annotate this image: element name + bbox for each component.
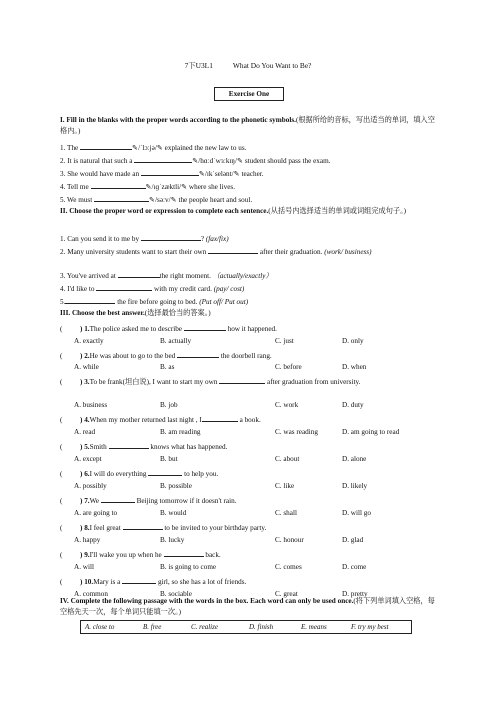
option-a[interactable]: A. happy — [74, 536, 101, 544]
page-header — [0, 60, 496, 71]
mc-question-9: ( ) 9.I'll wake you up when he back. — [60, 548, 440, 561]
option-b[interactable]: B. as — [160, 363, 175, 371]
phonetic-icon: ✎ — [132, 144, 139, 152]
answer-blank[interactable] — [122, 575, 156, 584]
phonetic-icon: ✎ — [233, 170, 240, 178]
answer-blank[interactable] — [148, 467, 182, 476]
s2-item-1: 1. Can you send it to me by ? (fax/fix) — [60, 232, 440, 245]
option-d[interactable]: D. when — [342, 363, 367, 371]
option-d[interactable]: D. glad — [342, 536, 364, 544]
option-c[interactable]: C. comes — [275, 563, 302, 571]
s1-item-2: 2. It is natural that such a ✎/hɑːdˈwɜːkɪŋ/✎ student should pass the exam. — [60, 154, 440, 167]
option-a[interactable]: A. possibly — [74, 482, 107, 490]
phonetic-icon: ✎ — [198, 170, 205, 178]
option-c[interactable]: C. was reading — [275, 428, 318, 436]
mc-question-5: ( ) 5.Smith knows what has happened. — [60, 440, 440, 453]
answer-blank[interactable] — [219, 375, 265, 384]
option-b[interactable]: B. but — [160, 455, 178, 463]
mc-question-10: ( ) 10.Mary is a girl, so she has a lot of friends. — [60, 575, 440, 588]
lesson-title: What Do You Want to Be? — [232, 61, 312, 70]
s1-item-5: 5. We must ✎/səːv/✎ the people heart and soul. — [60, 193, 440, 206]
unit-label: 7下U3L1 — [184, 61, 213, 70]
option-b[interactable]: B. would — [160, 509, 187, 517]
option-b[interactable]: B. is going to come — [160, 563, 217, 571]
s1-item-3: 3. She would have made an ✎/ɪkˈselənt/✎ teacher. — [60, 167, 440, 180]
option-d[interactable]: D. come — [342, 563, 367, 571]
option-a[interactable]: A. read — [74, 428, 96, 436]
answer-blank[interactable] — [202, 413, 238, 422]
s2-item-4: 4. I'd like to with my credit card. (pay/ cost) — [60, 282, 440, 295]
answer-blank[interactable] — [65, 295, 115, 304]
answer-blank[interactable] — [96, 282, 152, 291]
mc-question-3: ( ) 3.To be frank(坦白说), I want to start my own after graduation from university. — [60, 375, 440, 388]
answer-blank[interactable] — [134, 154, 192, 163]
exercise-label-box: Exercise One — [214, 87, 284, 101]
option-a[interactable]: A. exactly — [74, 337, 104, 345]
s2-item-3: 3. You've arrived at the right moment. （actually/exactly） — [60, 269, 440, 282]
answer-blank[interactable] — [80, 141, 132, 150]
option-c[interactable]: C. like — [275, 482, 295, 490]
word-option: C. realize — [191, 623, 218, 631]
phonetic-icon: ✎ — [149, 196, 156, 204]
mc-question-6: ( ) 6.I will do everything to help you. — [60, 467, 440, 480]
answer-blank[interactable] — [164, 548, 204, 557]
s2-item-5: 5. the fire before going to bed. (Put off/ Put out) — [60, 295, 440, 308]
section3-heading: III. Choose the best answer.(选择最恰当的答案。) — [60, 309, 211, 317]
option-d[interactable]: D. pretty — [342, 590, 368, 598]
s1-item-4: 4. Tell me ✎/ɪɡˈzæktli/✎ where she lives. — [60, 180, 440, 193]
option-d[interactable]: D. alone — [342, 455, 367, 463]
answer-blank[interactable] — [123, 521, 163, 530]
answer-blank[interactable] — [101, 494, 135, 503]
word-option: F. try my best — [351, 623, 389, 631]
answer-blank[interactable] — [91, 180, 146, 189]
mc-question-2: ( ) 2.He was about to go to the bed the doorbell rang. — [60, 349, 440, 362]
answer-blank[interactable] — [118, 269, 160, 278]
answer-blank[interactable] — [177, 349, 219, 358]
phonetic-icon: ✎ — [156, 144, 163, 152]
word-option: D. finish — [249, 623, 274, 631]
word-option: E. means — [301, 623, 327, 631]
answer-blank[interactable] — [109, 440, 149, 449]
answer-blank[interactable] — [141, 232, 201, 241]
phonetic-icon: ✎ — [181, 183, 188, 191]
option-c[interactable]: C. about — [275, 455, 300, 463]
option-a[interactable]: A. business — [74, 401, 108, 409]
answer-blank[interactable] — [184, 322, 226, 331]
s1-item-1: 1. The ✎/ˈlɔːjə/✎ explained the new law to us. — [60, 141, 440, 154]
option-a[interactable]: A. common — [74, 590, 108, 598]
option-c[interactable]: C. work — [275, 401, 299, 409]
option-d[interactable]: D. likely — [342, 482, 368, 490]
mc-question-7: ( ) 7.We Beijing tomorrow if it doesn't rain. — [60, 494, 440, 507]
option-c[interactable]: C. just — [275, 337, 294, 345]
phonetic-icon: ✎ — [145, 183, 152, 191]
option-b[interactable]: B. possible — [160, 482, 192, 490]
option-a[interactable]: A. will — [74, 563, 94, 571]
section2-heading: II. Choose the proper word or expression to complete each sentence.(从括号内选择适当的单词或词组完成句子。) — [60, 207, 407, 215]
option-b[interactable]: B. job — [160, 401, 178, 409]
answer-blank[interactable] — [94, 193, 149, 202]
answer-blank[interactable] — [141, 167, 199, 176]
word-option: B. free — [143, 623, 162, 631]
mc-question-1: ( ) 1.The police asked me to describe how it happened. — [60, 322, 440, 335]
option-d[interactable]: D. will go — [342, 509, 371, 517]
s2-item-2: 2. Many university students want to start their own after their graduation. (work/ business) — [60, 245, 440, 258]
option-d[interactable]: D. only — [342, 337, 364, 345]
option-c[interactable]: C. great — [275, 590, 298, 598]
option-d[interactable]: D. am going to read — [342, 428, 400, 436]
option-a[interactable]: A. except — [74, 455, 102, 463]
option-c[interactable]: C. shall — [275, 509, 297, 517]
option-a[interactable]: A. while — [74, 363, 99, 371]
mc-question-4: ( ) 4.When my mother returned last night , I a book. — [60, 413, 440, 426]
phonetic-icon: ✎ — [192, 157, 199, 165]
option-d[interactable]: D. duty — [342, 401, 364, 409]
word-box — [80, 620, 412, 634]
option-b[interactable]: B. am reading — [160, 428, 201, 436]
section4-heading: IV. Complete the following passage with the words in the box. Each word can only be used once.(将下列单词填入空格，每空格先天一次，每个单词只能填一次。) — [60, 597, 435, 616]
option-b[interactable]: B. sociable — [160, 590, 192, 598]
option-b[interactable]: B. lucky — [160, 536, 185, 544]
phonetic-icon: ✎ — [170, 196, 177, 204]
option-c[interactable]: C. honour — [275, 536, 304, 544]
mc-question-8: ( ) 8.I feel great to be invited to your birthday party. — [60, 521, 440, 534]
phonetic-icon: ✎ — [236, 157, 244, 165]
section1-heading: I. Fill in the blanks with the proper words according to the phonetic symbols.(根据所给的音标，写出适当的单词，填入空格内。) — [60, 116, 435, 135]
option-c[interactable]: C. before — [275, 363, 302, 371]
option-b[interactable]: B. actually — [160, 337, 192, 345]
option-a[interactable]: A. are going to — [74, 509, 118, 517]
word-option: A. close to — [85, 623, 115, 631]
answer-blank[interactable] — [208, 245, 258, 254]
